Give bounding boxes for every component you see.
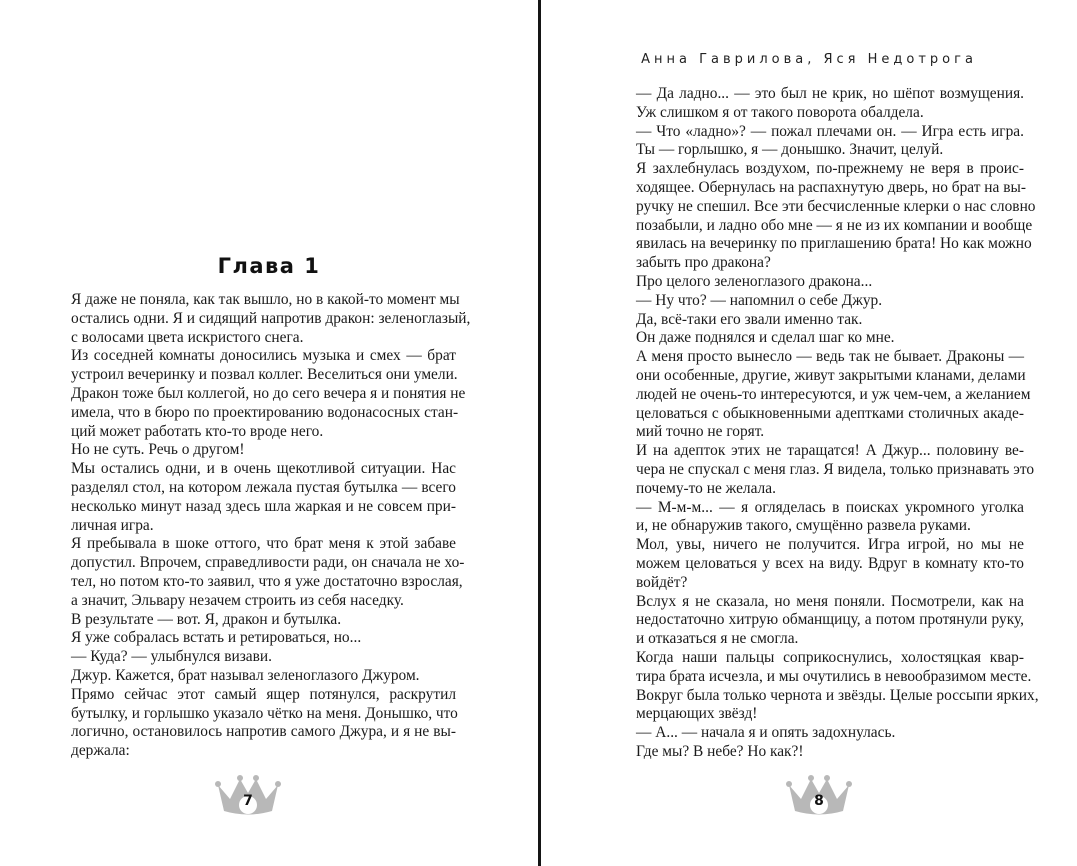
paragraph — [56, 686, 456, 761]
text-line: Я захлебнулась воздухом, по-прежнему не веря в проис- — [636, 160, 1024, 178]
text-line: с волосами цвета искристого снега. — [71, 328, 304, 346]
page-number-badge — [212, 771, 284, 819]
text-line: мий точно не горят. — [636, 423, 765, 441]
right-page-text — [621, 85, 1039, 762]
text-line: а значит, Эльвару незачем строить из себя наседку. — [71, 591, 404, 609]
text-line: допустил. Впрочем, справедливости ради, он сначала не хо- — [71, 554, 465, 572]
text-line: мерцающих звёзд! — [636, 705, 758, 723]
text-line: чера не спускал с меня глаз. Я видела, только признавать это — [636, 460, 1035, 478]
paragraph — [621, 160, 1036, 273]
paragraph — [621, 536, 1024, 592]
paragraph — [621, 273, 1024, 292]
text-line: — Куда? — улыбнулся визави. — [71, 648, 272, 666]
paragraph — [56, 648, 456, 667]
text-line: В результате — вот. Я, дракон и бутылка. — [71, 610, 342, 628]
right-page — [541, 0, 1077, 866]
text-line: Я уже собралась встать и ретироваться, но... — [71, 629, 362, 647]
text-line: они особенные, другие, живут закрытыми кланами, делами — [636, 366, 1026, 384]
text-line: Дракон тоже был коллегой, но до сего вечера я и понятия не — [71, 384, 466, 402]
paragraph — [621, 442, 1035, 498]
text-line: имела, что в бюро по проектированию водонасосных стан- — [71, 403, 459, 421]
left-page — [0, 0, 538, 866]
paragraph — [621, 123, 1024, 161]
text-line: Уж слишком я от такого поворота обалдела. — [636, 103, 924, 121]
text-line: ручку не спешил. Все эти бесчисленные клерки о нас словно — [636, 197, 1036, 215]
text-line: — М-м-м... — я огляделась в поисках укромного уголка — [636, 498, 1024, 516]
text-line: Мол, увы, ничего не получится. Игра игрой, но мы не — [636, 536, 1024, 554]
paragraph — [621, 348, 1031, 442]
text-line: — А... — начала я и опять задохнулась. — [636, 724, 896, 742]
paragraph — [56, 441, 456, 460]
text-line: Я пребывала в шоке оттого, что брат меня к этой забаве — [71, 535, 456, 553]
text-line: несколько минут назад здесь шла жаркая и не совсем при- — [71, 497, 456, 515]
text-line: и отказаться я не смогла. — [636, 630, 799, 648]
text-line: ций может работать кто-то вроде него. — [71, 422, 324, 440]
text-line: почему-то не желала. — [636, 479, 776, 497]
text-line: личная игра. — [71, 516, 154, 534]
paragraph — [621, 724, 1024, 743]
text-line: ходящее. Обернулась на распахнутую дверь, но брат на вы- — [636, 178, 1026, 196]
text-line: явилась на вечеринку по приглашению брата! Но как можно — [636, 235, 1032, 253]
text-line: — Что «ладно»? — пожал плечами он. — Игра есть игра. — [636, 122, 1024, 140]
text-line: Вслух я не сказала, но меня поняли. Посмотрели, как на — [636, 592, 1024, 610]
text-line: — Да ладно... — это был не крик, но шёпот возмущения. — [636, 85, 1024, 102]
text-line: можем целоваться у всех на виду. Вдруг в комнату кто-то — [636, 554, 1024, 572]
text-line: Я даже не поняла, как так вышло, но в какой-то момент мы — [71, 291, 460, 308]
text-line: Да, всё-таки его звали именно так. — [636, 310, 863, 328]
paragraph — [56, 347, 466, 441]
text-line: позабыли, и ладно обо мне — я не из их компании и вообще — [636, 216, 1033, 234]
paragraph — [56, 611, 456, 630]
running-head: Анна Гаврилова, Яся Недотрога — [641, 52, 977, 67]
text-line: Про целого зеленоглазого дракона... — [636, 272, 873, 290]
text-line: тира брата исчезла, и мы очутились в невообразимом месте. — [636, 667, 1032, 685]
text-line: А меня просто вынесло — ведь так не бывает. Драконы — — [636, 348, 1024, 366]
text-line: целоваться с обыкновенными адептками столичных акаде- — [636, 404, 1024, 422]
text-line: разделял стол, на котором лежала пустая бутылка — всего — [71, 478, 456, 496]
text-line: устроил вечеринку и позвал коллег. Веселиться они умели. — [71, 366, 458, 384]
text-line: Джур. Кажется, брат называл зеленоглазого Джуром. — [71, 666, 420, 684]
paragraph — [56, 291, 471, 347]
left-page-text — [56, 291, 471, 761]
text-line: Где мы? В небе? Но как?! — [636, 742, 804, 760]
text-line: бутылку, и горлышко указало чётко на меня. Донышко, что — [71, 704, 458, 722]
text-line: Но не суть. Речь о другом! — [71, 441, 245, 459]
text-line: — Ну что? — напомнил о себе Джур. — [636, 291, 883, 309]
page-number: 7 — [243, 793, 253, 809]
text-line: Он даже поднялся и сделал шаг ко мне. — [636, 329, 895, 347]
paragraph — [621, 311, 1024, 330]
text-line: Мы остались одни, и в очень щекотливой ситуации. Нас — [71, 460, 456, 478]
text-line: Вокруг была только чернота и звёзды. Целые россыпи ярких, — [636, 686, 1039, 704]
paragraph — [56, 460, 456, 535]
paragraph — [621, 743, 1024, 762]
paragraph — [621, 499, 1024, 537]
text-line: остались одни. Я и сидящий напротив дракон: зеленоглазый, — [71, 309, 471, 327]
paragraph — [621, 329, 1024, 348]
page-number-badge — [783, 771, 855, 819]
text-line: тел, но потом кто-то заявил, что я уже достаточно взрослая, — [71, 572, 463, 590]
chapter-title: Глава 1 — [217, 254, 321, 278]
text-line: Прямо сейчас этот самый ящер потянулся, раскрутил — [71, 685, 456, 703]
paragraph — [621, 593, 1024, 649]
text-line: И на адепток этих не таращатся! А Джур... половину ве- — [636, 442, 1024, 460]
text-line: людей не очень-то интересуются, и уж чем-чем, а желанием — [636, 385, 1031, 403]
text-line: Ты — горлышко, я — донышко. Значит, целуй. — [636, 141, 944, 159]
paragraph — [56, 629, 456, 648]
paragraph — [56, 667, 456, 686]
text-line: войдёт? — [636, 573, 688, 591]
paragraph — [621, 85, 1024, 123]
text-line: Когда наши пальцы соприкоснулись, холостяцкая квар- — [636, 648, 1024, 666]
page-number: 8 — [814, 793, 824, 809]
text-line: держала: — [71, 742, 130, 760]
paragraph — [621, 648, 1039, 724]
text-line: недостаточно хитрую обманщицу, а потом протянули руку, — [636, 611, 1024, 629]
text-line: и, не обнаружив такого, смущённо развела руками. — [636, 517, 971, 535]
text-line: Из соседней комнаты доносились музыка и смех — брат — [71, 347, 456, 365]
paragraph — [56, 535, 465, 610]
paragraph — [621, 292, 1024, 311]
text-line: забыть про дракона? — [636, 254, 771, 272]
text-line: логично, остановилось напротив самого Джура, и я не вы- — [71, 723, 456, 741]
